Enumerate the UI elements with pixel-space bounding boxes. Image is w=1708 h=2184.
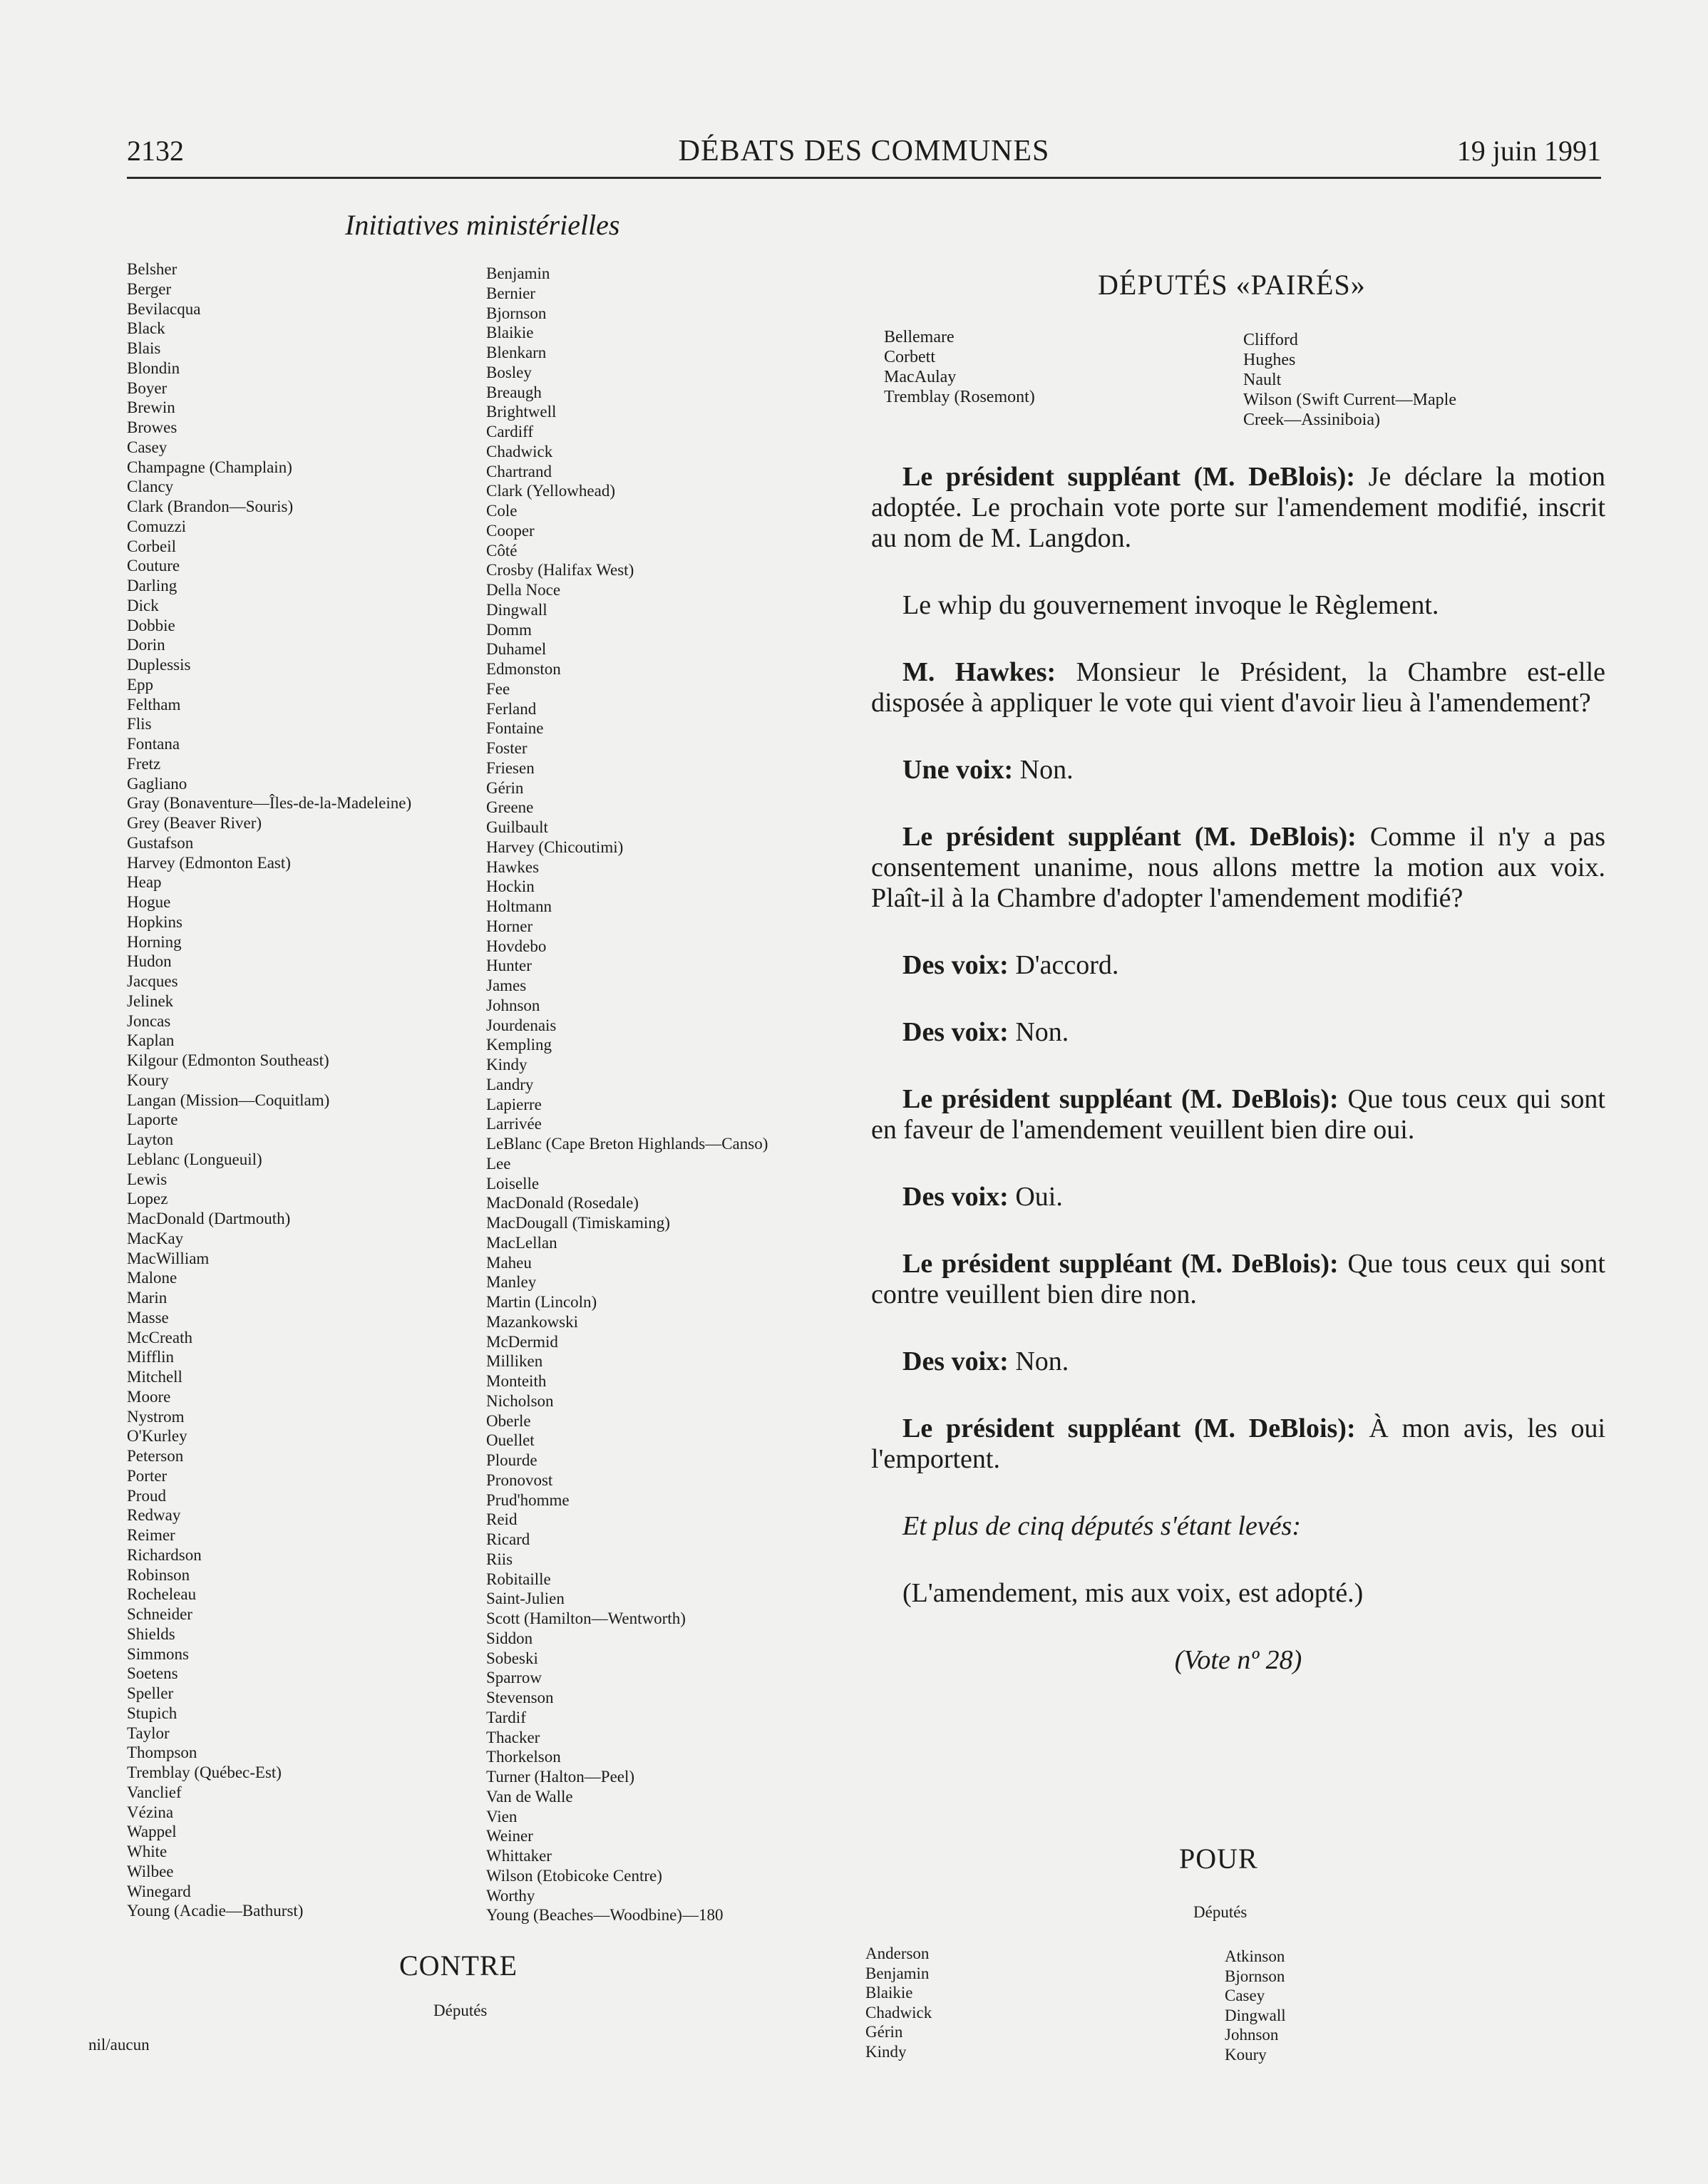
pour-member-name: Kindy (865, 2042, 907, 2061)
member-name: Champagne (Champlain) (127, 458, 292, 476)
pour-member-name: Casey (1225, 1987, 1265, 2004)
speech: Je déclare la motion adoptée. Le prochain vote porte sur l'amendement modifié, inscrit au nom de M. Langdon. (871, 462, 1605, 553)
member-name: Pronovost (486, 1470, 553, 1489)
member-name: Larrivée (486, 1115, 542, 1133)
member-name: Chartrand (486, 462, 552, 480)
member-name: Kaplan (127, 1031, 175, 1050)
pour-member-name: Bjornson (1225, 1967, 1285, 1985)
member-name: Breaugh (486, 383, 542, 401)
pour-deputes-label: Députés (1193, 1903, 1247, 1921)
member-name: Boyer (127, 378, 168, 397)
member-name: Lapierre (486, 1095, 542, 1113)
member-name: White (127, 1843, 168, 1860)
member-name: Blais (127, 339, 161, 357)
member-name: Hudon (127, 952, 172, 971)
member-name: Blenkarn (486, 344, 547, 361)
member-name: McDermid (486, 1332, 558, 1351)
member-name: Hawkes (486, 857, 540, 876)
member-name: Cardiff (486, 423, 534, 441)
member-name: Casey (127, 438, 168, 456)
pour-member-name: Atkinson (1225, 1947, 1285, 1965)
member-name: Laporte (127, 1111, 178, 1129)
member-name: Porter (127, 1466, 168, 1485)
member-name: Corbeil (127, 537, 176, 555)
speech: D'accord. (1008, 950, 1119, 980)
speaker: Des voix: (902, 1017, 1009, 1047)
member-name: MacDonald (Rosedale) (486, 1194, 639, 1212)
speech: Le whip du gouvernement invoque le Règlement. (902, 590, 1439, 620)
paragraph (871, 1017, 1605, 1048)
paired-member-name: Clifford (1243, 331, 1298, 349)
member-name: Robitaille (486, 1570, 551, 1588)
member-name: Blondin (127, 359, 180, 377)
speech: Non. (1008, 1346, 1069, 1376)
member-name: Mitchell (127, 1368, 182, 1386)
member-name: Simmons (127, 1644, 189, 1663)
member-name: Tardif (486, 1708, 526, 1726)
member-name: Clark (Brandon—Souris) (127, 498, 294, 515)
member-name: Benjamin (486, 264, 550, 282)
member-name: Flis (127, 715, 152, 733)
pour-column-2 (1225, 1947, 1286, 2064)
member-name: Schneider (127, 1605, 192, 1623)
member-name: Leblanc (Longueuil) (127, 1150, 262, 1168)
pour-member-name: Koury (1225, 2045, 1267, 2064)
speaker: Le président suppléant (M. DeBlois): (902, 1413, 1356, 1443)
member-name: Speller (127, 1684, 174, 1702)
member-name: Feltham (127, 695, 181, 714)
member-name: Johnson (486, 996, 540, 1014)
member-name: Tremblay (Québec-Est) (127, 1763, 282, 1781)
member-name: Wilbee (127, 1862, 174, 1880)
pour-member-name: Anderson (865, 1945, 930, 1962)
member-name: Winegard (127, 1882, 191, 1900)
speaker: Des voix: (902, 950, 1009, 980)
member-name: Wappel (127, 1823, 177, 1841)
member-name: Gray (Bonaventure—Îles-de-la-Madeleine) (127, 794, 412, 813)
member-name: Hogue (127, 893, 171, 911)
member-name: Monteith (486, 1372, 547, 1390)
member-name: Horning (127, 932, 182, 951)
member-name: Taylor (127, 1724, 170, 1742)
member-name: Peterson (127, 1447, 184, 1465)
paired-member-name: Creek—Assiniboia) (1243, 411, 1380, 429)
member-name: Vézina (127, 1803, 174, 1821)
member-name: Saint-Julien (486, 1590, 565, 1608)
member-name: Mifflin (127, 1348, 175, 1366)
member-name: Gustafson (127, 833, 194, 852)
member-name: Gérin (486, 778, 524, 797)
member-name: Young (Beaches—Woodbine)—180 (486, 1906, 724, 1925)
member-name: Ricard (486, 1530, 530, 1548)
member-name: Vien (486, 1807, 518, 1825)
member-name: Nicholson (486, 1391, 554, 1410)
member-name: Horner (486, 917, 533, 935)
member-name: Hopkins (127, 912, 182, 931)
paragraph (871, 1249, 1605, 1310)
member-name: Young (Acadie—Bathurst) (127, 1902, 304, 1920)
paired-member-name: Wilson (Swift Current—Maple (1243, 391, 1456, 409)
member-name: Clancy (127, 478, 174, 496)
vote-list-column-1 (127, 259, 411, 1921)
paragraph (871, 1511, 1605, 1542)
speaker: Le président suppléant (M. DeBlois): (902, 1249, 1339, 1279)
member-name: Stupich (127, 1704, 178, 1722)
debate-text (871, 462, 1605, 1712)
member-name: Hovdebo (486, 937, 547, 955)
vote-number: (Vote nº 28) (1174, 1645, 1302, 1675)
member-name: MacLellan (486, 1233, 557, 1252)
paired-member-name: Tremblay (Rosemont) (884, 388, 1035, 406)
member-name: Langan (Mission—Coquitlam) (127, 1091, 330, 1109)
speaker: Une voix: (902, 755, 1014, 785)
paragraph (871, 1578, 1605, 1609)
member-name: Hunter (486, 957, 532, 975)
section-title: Initiatives ministérielles (345, 209, 620, 241)
member-name: Greene (486, 798, 534, 817)
speech: Monsieur le Président, la Chambre est-elle disposée à appliquer le vote qui vient d'avoir lieu à l'amendement? (871, 657, 1605, 718)
member-name: Jacques (127, 972, 178, 990)
member-name: Bevilacqua (127, 299, 201, 318)
stage-direction: Et plus de cinq députés s'étant levés: (902, 1511, 1301, 1541)
member-name: Van de Walle (486, 1787, 573, 1806)
member-name: Masse (127, 1308, 169, 1327)
member-name: Cole (486, 502, 518, 520)
member-name: Lee (486, 1154, 511, 1173)
member-name: Turner (Halton—Peel) (486, 1768, 635, 1786)
member-name: Siddon (486, 1629, 533, 1647)
member-name: Moore (127, 1387, 171, 1406)
pour-member-name: Gérin (865, 2023, 903, 2041)
member-name: Grey (Beaver River) (127, 814, 262, 832)
member-name: Thacker (486, 1728, 540, 1746)
member-name: Landry (486, 1075, 534, 1093)
member-name: Fontaine (486, 719, 544, 738)
member-name: Dingwall (486, 600, 547, 619)
member-name: Dick (127, 596, 159, 614)
member-name: Stevenson (486, 1689, 554, 1706)
member-name: Fontana (127, 735, 180, 753)
member-name: Crosby (Halifax West) (486, 561, 634, 580)
member-name: Blaikie (486, 324, 534, 342)
member-name: Dobbie (127, 616, 175, 634)
speaker: Le président suppléant (M. DeBlois): (902, 1084, 1339, 1114)
member-name: MacDougall (Timiskaming) (486, 1214, 670, 1232)
paragraph (871, 590, 1605, 621)
paragraph (871, 1182, 1605, 1212)
member-name: James (486, 977, 527, 994)
member-name: Weiner (486, 1827, 533, 1845)
paragraph (871, 1413, 1605, 1475)
paired-member-name: Nault (1243, 371, 1282, 389)
paragraph (871, 755, 1605, 785)
member-name: Duhamel (486, 640, 547, 659)
result-note: (L'amendement, mis aux voix, est adopté.) (902, 1578, 1364, 1608)
speech: Comme il n'y a pas consentement unanime, nous allons mettre la motion aux voix. Plaît-il à la Chambre d'adopter l'amendement modifié? (871, 822, 1606, 913)
member-name: Nystrom (127, 1407, 185, 1426)
member-name: MacWilliam (127, 1249, 210, 1267)
pairs-title: DÉPUTÉS «PAIRÉS» (1098, 269, 1366, 301)
member-name: Friesen (486, 758, 535, 777)
member-name: Côté (486, 541, 518, 560)
member-name: Dorin (127, 636, 165, 654)
contre-deputes-label: Députés (433, 2002, 488, 2019)
member-name: Fee (486, 679, 510, 698)
member-name: Jourdenais (486, 1016, 557, 1034)
speaker: Le président suppléant (M. DeBlois): (902, 822, 1357, 852)
member-name: Bosley (486, 363, 532, 381)
member-name: McCreath (127, 1328, 192, 1346)
member-name: Vanclief (127, 1783, 182, 1801)
member-name: Harvey (Chicoutimi) (486, 838, 624, 856)
member-name: Gagliano (127, 774, 187, 793)
member-name: LeBlanc (Cape Breton Highlands—Canso) (486, 1135, 768, 1153)
member-name: Thorkelson (486, 1748, 561, 1766)
pairs-column-1 (884, 327, 1035, 407)
speech: Oui. (1008, 1182, 1063, 1212)
member-name: Milliken (486, 1352, 543, 1371)
vote-list-column-2 (486, 264, 768, 1925)
member-name: Holtmann (486, 897, 552, 915)
speaker: Des voix: (902, 1182, 1009, 1212)
member-name: Lopez (127, 1190, 168, 1208)
member-name: Bjornson (486, 304, 547, 322)
member-name: Ouellet (486, 1431, 535, 1450)
paired-member-name: Bellemare (884, 328, 955, 346)
pairs-column-2 (1243, 330, 1456, 430)
member-name: MacDonald (Dartmouth) (127, 1210, 291, 1227)
paragraph (871, 950, 1605, 981)
page-number: 2132 (127, 135, 184, 167)
member-name: Belsher (127, 260, 178, 278)
speaker: M. Hawkes: (902, 657, 1056, 687)
member-name: Proud (127, 1486, 166, 1505)
header-rule (127, 177, 1601, 179)
member-name: Wilson (Etobicoke Centre) (486, 1866, 662, 1885)
member-name: Brightwell (486, 403, 557, 421)
speaker: Le président suppléant (M. DeBlois): (902, 462, 1356, 492)
member-name: Reimer (127, 1526, 175, 1544)
page-header (127, 134, 1601, 177)
member-name: Maheu (486, 1253, 532, 1272)
member-name: Ferland (486, 699, 537, 718)
member-name: Edmonston (486, 660, 561, 678)
member-name: Joncas (127, 1011, 171, 1030)
pour-member-name: Dingwall (1225, 2006, 1286, 2024)
contre-value: nil/aucun (88, 2036, 150, 2054)
member-name: Soetens (127, 1664, 178, 1683)
member-name: Shields (127, 1624, 175, 1643)
member-name: Black (127, 319, 165, 338)
pour-column-1 (865, 1944, 932, 2061)
member-name: Sobeski (486, 1649, 538, 1667)
paragraph (871, 1346, 1605, 1377)
pour-member-name: Benjamin (865, 1964, 930, 1982)
member-name: Mazankowski (486, 1312, 579, 1331)
member-name: Foster (486, 739, 528, 757)
member-name: Richardson (127, 1545, 202, 1564)
member-name: Guilbault (486, 818, 548, 836)
member-name: Kilgour (Edmonton Southeast) (127, 1051, 329, 1069)
member-name: Chadwick (486, 442, 553, 460)
member-name: Jelinek (127, 991, 174, 1010)
contre-heading: CONTRE (399, 1949, 518, 1982)
issue-date: 19 juin 1991 (1456, 135, 1601, 167)
member-name: Martin (Lincoln) (486, 1293, 597, 1311)
member-name: Epp (127, 675, 154, 694)
journal-title: DÉBATS DES COMMUNES (678, 135, 1050, 168)
member-name: Robinson (127, 1565, 190, 1584)
member-name: Brewin (127, 398, 175, 417)
speech: À mon avis, les oui l'emportent. (871, 1413, 1606, 1474)
member-name: Duplessis (127, 656, 191, 674)
member-name: MacKay (127, 1229, 184, 1247)
member-name: Layton (127, 1130, 174, 1148)
member-name: Kempling (486, 1036, 552, 1054)
member-name: Comuzzi (127, 517, 187, 535)
member-name: Thompson (127, 1743, 197, 1762)
member-name: Heap (127, 873, 162, 892)
member-name: Loiselle (486, 1174, 540, 1193)
member-name: Oberle (486, 1411, 531, 1430)
paragraph (871, 1084, 1605, 1145)
member-name: Plourde (486, 1451, 537, 1469)
paragraph (871, 462, 1605, 554)
member-name: Browes (127, 418, 178, 436)
member-name: Rocheleau (127, 1585, 197, 1604)
pour-member-name: Johnson (1225, 2026, 1279, 2044)
member-name: Fretz (127, 754, 161, 773)
member-name: Clark (Yellowhead) (486, 482, 615, 500)
speech: Non. (1008, 1017, 1069, 1047)
paired-member-name: MacAulay (884, 368, 957, 386)
member-name: O'Kurley (127, 1427, 187, 1446)
speech: Que tous ceux qui sont en faveur de l'amendement veuillent bien dire oui. (871, 1084, 1605, 1145)
paragraph (871, 822, 1605, 914)
member-name: Scott (Hamilton—Wentworth) (486, 1609, 686, 1627)
speech: Que tous ceux qui sont contre veuillent bien dire non. (871, 1249, 1605, 1309)
member-name: Harvey (Edmonton East) (127, 853, 291, 872)
member-name: Riis (486, 1550, 513, 1568)
member-name: Berger (127, 279, 172, 298)
paragraph (871, 657, 1605, 718)
member-name: Bernier (486, 284, 535, 302)
member-name: Manley (486, 1273, 537, 1292)
member-name: Malone (127, 1269, 178, 1287)
speech: Non. (1013, 755, 1074, 785)
member-name: Reid (486, 1510, 518, 1529)
member-name: Lewis (127, 1170, 168, 1188)
member-name: Redway (127, 1506, 181, 1525)
member-name: Cooper (486, 521, 535, 540)
member-name: Whittaker (486, 1847, 552, 1865)
member-name: Darling (127, 577, 178, 594)
pour-member-name: Chadwick (865, 2003, 932, 2021)
pour-member-name: Blaikie (865, 1984, 913, 2002)
paired-member-name: Hughes (1243, 351, 1296, 369)
member-name: Prud'homme (486, 1490, 570, 1509)
member-name: Kindy (486, 1056, 528, 1073)
member-name: Hockin (486, 877, 535, 896)
member-name: Sparrow (486, 1669, 542, 1687)
member-name: Della Noce (486, 581, 561, 599)
member-name: Couture (127, 557, 180, 575)
pour-heading: POUR (1179, 1843, 1258, 1875)
member-name: Worthy (486, 1886, 535, 1905)
member-name: Domm (486, 620, 532, 639)
speaker: Des voix: (902, 1346, 1009, 1376)
paired-member-name: Corbett (884, 348, 935, 366)
member-name: Koury (127, 1071, 169, 1089)
member-name: Marin (127, 1289, 168, 1307)
